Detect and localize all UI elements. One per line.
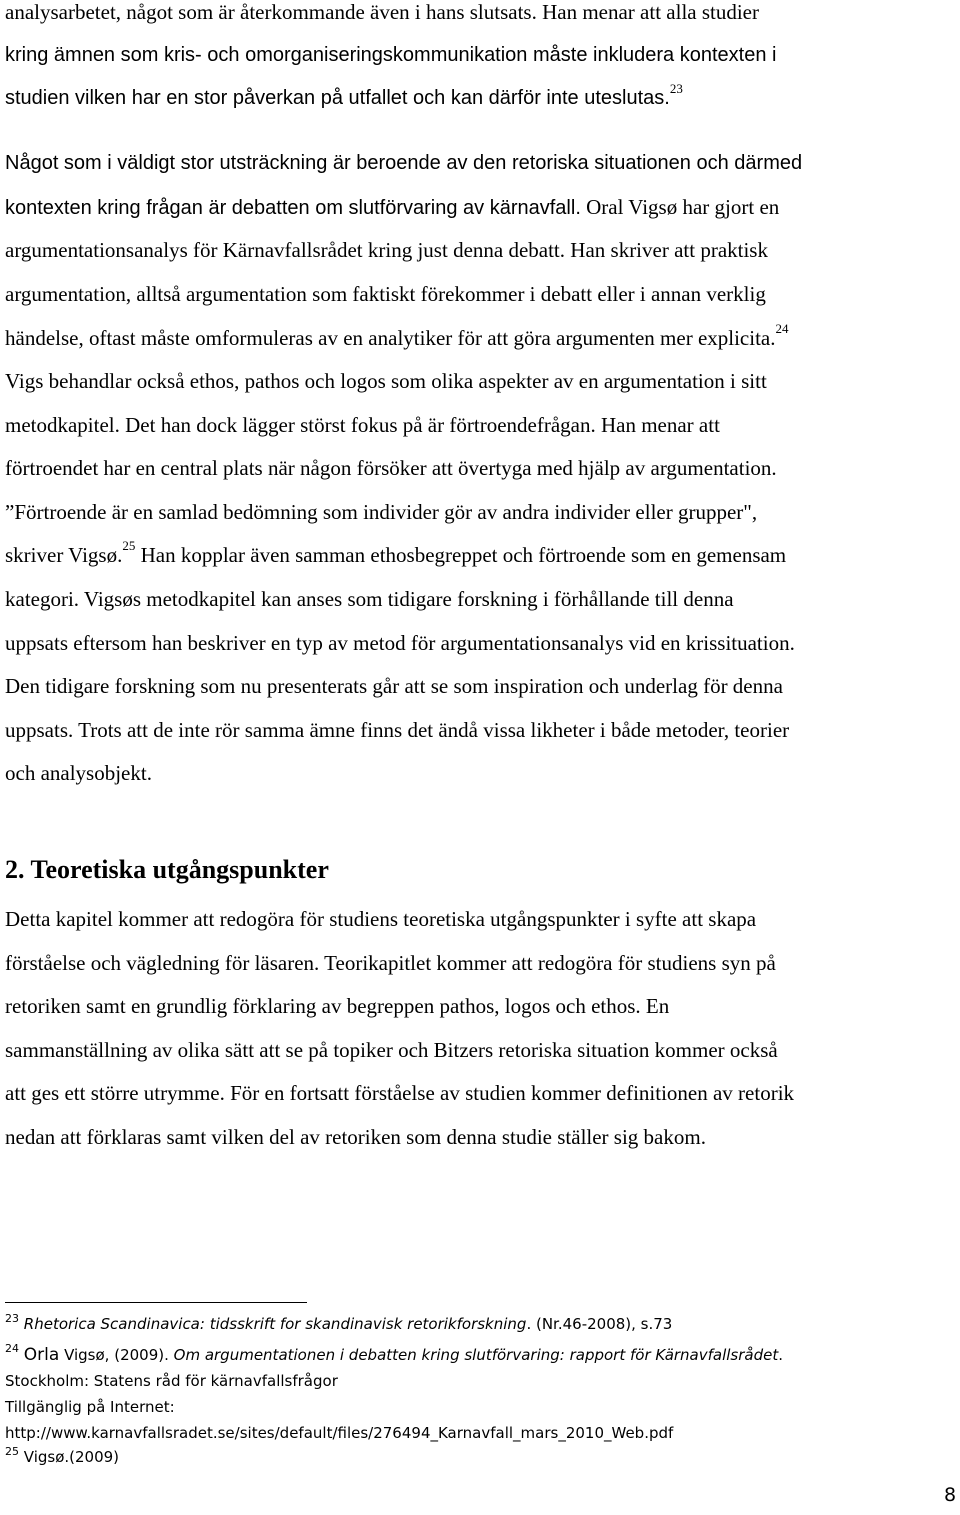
text-line: ”Förtroende är en samlad bedömning som individer gör av andra individer eller grupper", [5, 500, 758, 524]
footnote-ref-25[interactable]: 25 [122, 538, 136, 553]
text-line: kategori. Vigsøs metodkapitel kan anses som tidigare forskning i förhållande till denna [5, 587, 734, 611]
footnote-24-publisher: Stockholm: Statens råd för kärnavfallsfrågor [5, 1372, 338, 1390]
footnote-ref-24[interactable]: 24 [775, 321, 789, 336]
text-line: sammanställning av olika sätt att se på topiker och Bitzers retoriska situation kommer också [5, 1038, 778, 1062]
text-line: Den tidigare forskning som nu presenterats går att se som inspiration och underlag för denna [5, 674, 783, 698]
text-line: Detta kapitel kommer att redogöra för studiens teoretiska utgångspunkter i syfte att skapa [5, 907, 757, 931]
text-line: retoriken samt en grundlig förklaring av begreppen pathos, logos och ethos. En [5, 994, 670, 1018]
footnote-separator [5, 1302, 307, 1303]
text-line: argumentation, alltså argumentation som faktiskt förekommer i debatt eller i annan verklig [5, 282, 766, 306]
text-line: nedan att förklaras samt vilken del av retoriken som denna studie ställer sig bakom. [5, 1125, 706, 1149]
section-heading: 2. Teoretiska utgångspunkter [5, 855, 329, 884]
footnote-24-available: Tillgänglig på Internet: [5, 1398, 175, 1416]
text-line: Något som i väldigt stor utsträckning är beroende av den retoriska situationen och därmed [5, 152, 803, 174]
footnote-24-url[interactable]: http://www.karnavfallsradet.se/sites/default/files/276494_Karnavfall_mars_2010_Web.pdf [5, 1424, 674, 1442]
text-line: analysarbetet, något som är återkommande även i hans slutsats. Han menar att alla studier [5, 0, 760, 24]
footnote-23: $^{23}$ Rhetorica Scandinavica: tidsskrift for skandinavisk retorikforskning. (Nr.46-2008), s.73 [5, 1312, 673, 1333]
text-line: Vigs behandlar också ethos, pathos och logos som olika aspekter av en argumentation i sitt [5, 369, 767, 393]
text-line: förtroendet har en central plats när någon försöker att övertyga med hjälp av argumentation. [5, 456, 777, 480]
text-line: förståelse och vägledning för läsaren. Teorikapitlet kommer att redogöra för studiens syn på [5, 951, 776, 975]
text-line: argumentationsanalys för Kärnavfallsrådet kring just denna debatt. Han skriver att praktisk [5, 238, 768, 262]
text-line: uppsats. Trots att de inte rör samma ämne finns det ändå vissa likheter i både metoder, teorier [5, 718, 790, 742]
text-line: och analysobjekt. [5, 761, 152, 785]
footnote-ref-23[interactable]: 23 [669, 81, 683, 96]
text-line: kontexten kring frågan är debatten om slutförvaring av kärnavfall. Oral Vigsø har gjort en [5, 195, 780, 219]
text-line: kring ämnen som kris- och omorganiseringskommunikation måste inkludera kontexten i [5, 44, 777, 66]
text-line: skriver Vigsø.$^{25}$ Han kopplar även samman ethosbegreppet och förtroende som en gemensam [5, 538, 787, 567]
text-line: studien vilken har en stor påverkan på utfallet och kan därför inte uteslutas.$^{23}$ [5, 81, 683, 109]
text-line: metodkapitel. Det han dock lägger störst fokus på är förtroendefrågan. Han menar att [5, 413, 720, 437]
text-line: att ges ett större utrymme. För en fortsatt förståelse av studien kommer definitionen av retorik [5, 1081, 795, 1105]
text-line: uppsats eftersom han beskriver en typ av metod för argumentationsanalys vid en krissituation. [5, 631, 795, 655]
footnote-25: $^{25}$ Vigsø.(2009) [5, 1445, 120, 1466]
text-line: händelse, oftast måste omformuleras av en analytiker för att göra argumenten mer explicita.$^{24}$ [5, 321, 789, 350]
footnote-24: $^{24}$ Orla Vigsø, (2009). Om argumentationen i debatten kring slutförvaring: rapport för Kärnavfallsrådet. [5, 1342, 784, 1365]
page-number: 8 [944, 1484, 957, 1506]
